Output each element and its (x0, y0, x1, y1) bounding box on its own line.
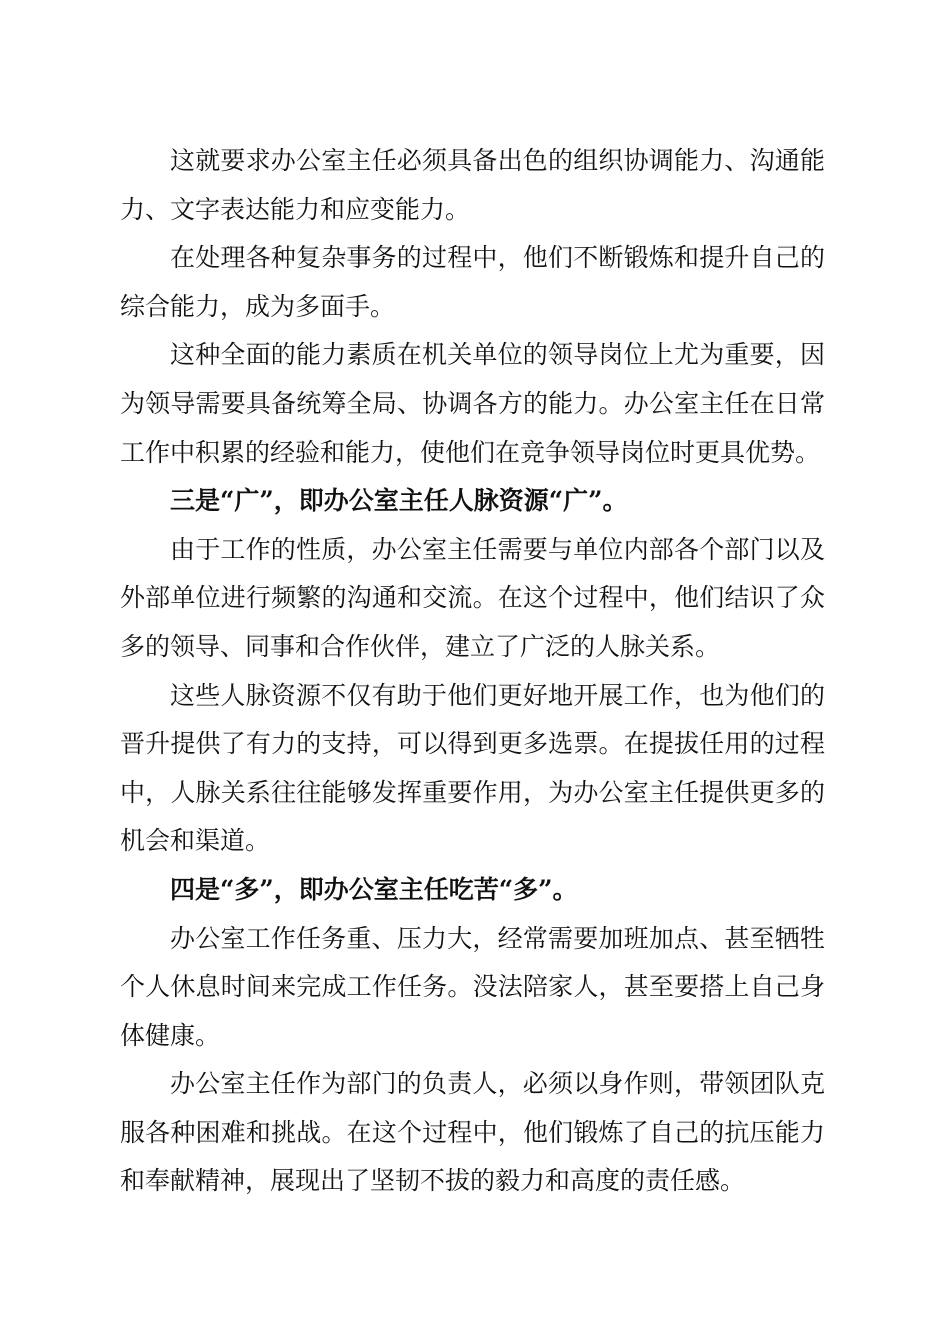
section-heading: 三是“广”，即办公室主任人脉资源“广”。 (170, 486, 628, 516)
paragraph: 这种全面的能力素质在机关单位的领导岗位上尤为重要，因为领导需要具备统筹全局、协调各方的能力。办公室主任在日常工作中积累的经验和能力，使他们在竞争领导岗位时更具优势。 (120, 340, 825, 467)
paragraph: 办公室工作任务重、压力大，经常需要加班加点、甚至牺牲个人休息时间来完成工作任务。没法陪家人，甚至要搭上自己身体健康。 (120, 923, 825, 1050)
paragraph: 办公室主任作为部门的负责人，必须以身作则，带领团队克服各种困难和挑战。在这个过程中，他们锻炼了自己的抗压能力和奉献精神，展现出了坚韧不拔的毅力和高度的责任感。 (120, 1069, 825, 1196)
paragraph: 这就要求办公室主任必须具备出色的组织协调能力、沟通能力、文字表达能力和应变能力。 (120, 146, 825, 224)
paragraph: 在处理各种复杂事务的过程中，他们不断锻炼和提升自己的综合能力，成为多面手。 (120, 243, 825, 321)
section-heading: 四是“多”，即办公室主任吃苦“多”。 (170, 874, 578, 904)
document-page (120, 137, 825, 1206)
paragraph: 这些人脉资源不仅有助于他们更好地开展工作，也为他们的晋升提供了有力的支持，可以得到更多选票。在提拔任用的过程中，人脉关系往往能够发挥重要作用，为办公室主任提供更多的机会和渠道。 (120, 680, 825, 856)
paragraph: 由于工作的性质，办公室主任需要与单位内部各个部门以及外部单位进行频繁的沟通和交流。在这个过程中，他们结识了众多的领导、同事和合作伙伴，建立了广泛的人脉关系。 (120, 534, 825, 661)
